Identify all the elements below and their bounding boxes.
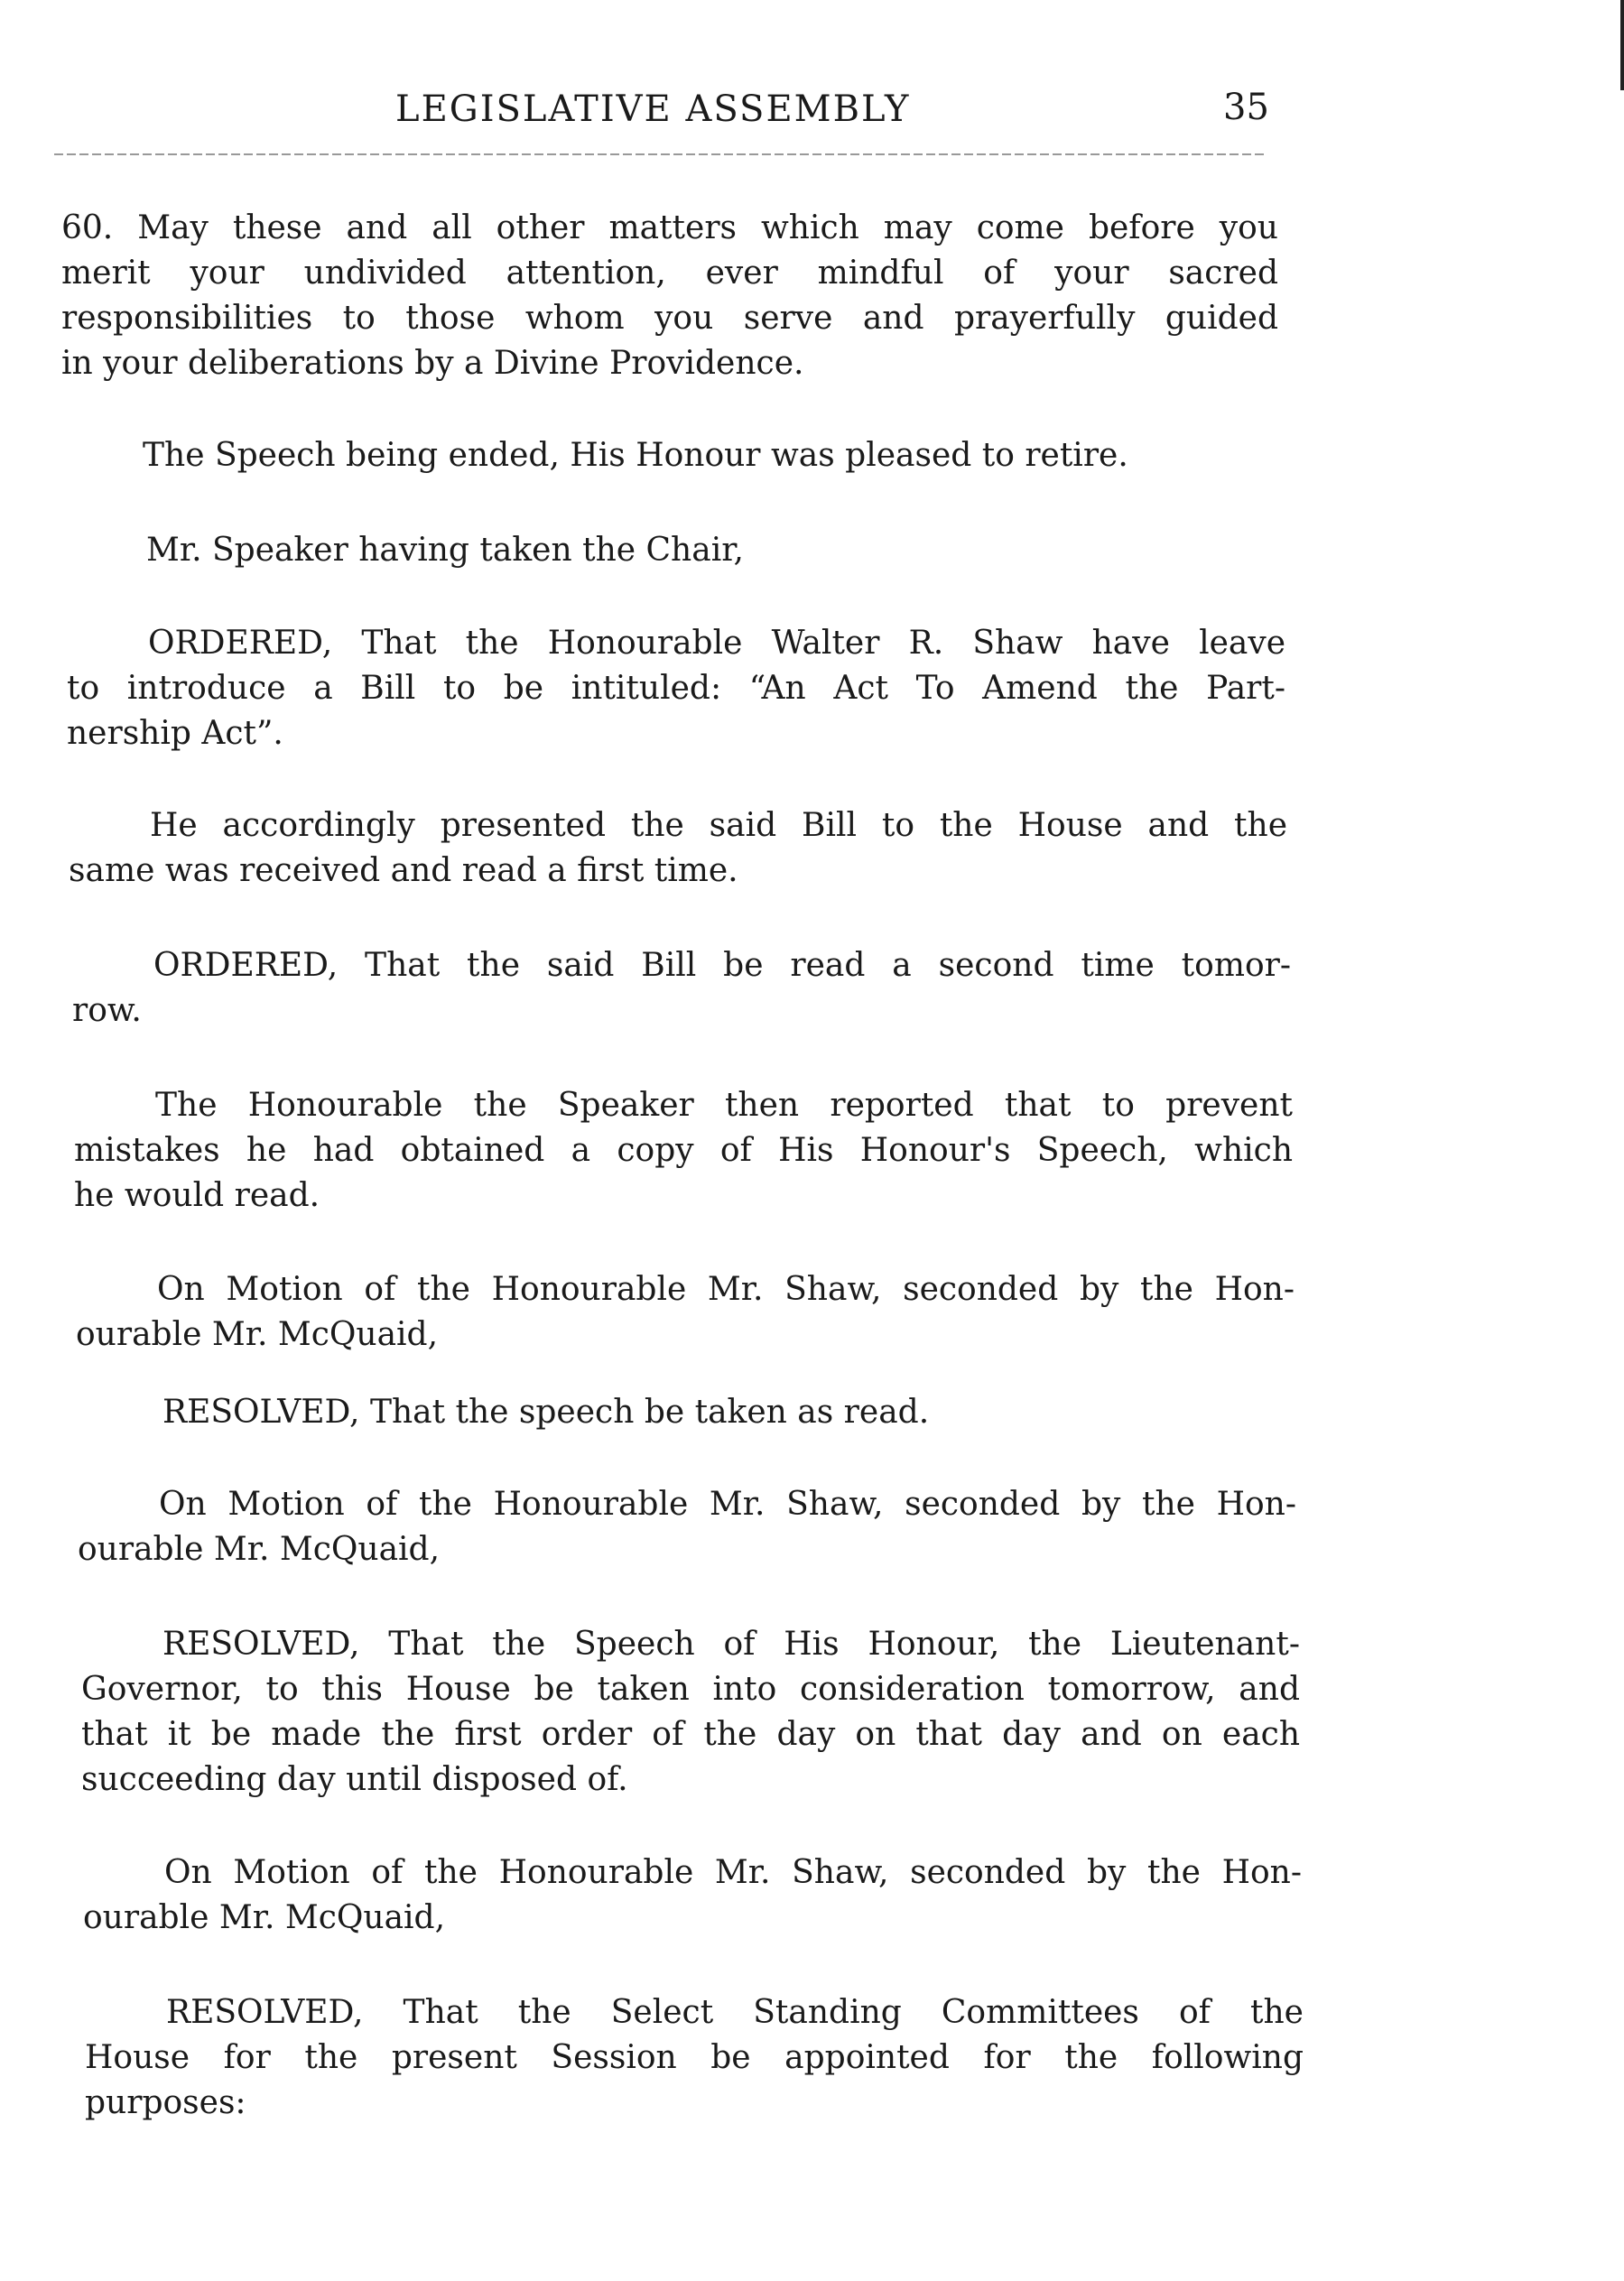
paragraph-line: ORDERED, That the Honourable Walter R. Shaw have leave (148, 625, 1285, 662)
paragraph-bill-presented (69, 803, 1287, 894)
paragraph-resolved-committees (85, 1990, 1304, 2126)
header-rule (54, 153, 1264, 155)
paragraph-line: responsibilities to those whom you serve and prayerfully guided (61, 300, 1278, 337)
running-header-title: LEGISLATIVE ASSEMBLY (395, 88, 911, 130)
paragraph-line: On Motion of the Honourable Mr. Shaw, seconded by the Hon- (164, 1854, 1302, 1891)
paragraph-motion-2 (78, 1482, 1296, 1572)
paragraph-line: On Motion of the Honourable Mr. Shaw, seconded by the Hon- (157, 1271, 1295, 1308)
page-edge-shadow (1620, 0, 1624, 90)
paragraph-line: mistakes he had obtained a copy of His Honour's Speech, which (74, 1132, 1293, 1169)
paragraph-line: purposes: (85, 2084, 246, 2121)
paragraph-line: succeeding day until disposed of. (81, 1761, 628, 1798)
paragraph-line: The Speech being ended, His Honour was pleased to retire. (143, 437, 1128, 474)
paragraph-line: 60. May these and all other matters which may come before you (61, 209, 1278, 246)
paragraph-speech-ended (143, 433, 1253, 478)
paragraph-speaker-report (74, 1083, 1293, 1219)
paragraph-motion-1 (76, 1267, 1295, 1358)
paragraph-line: Governor, to this House be taken into consideration tomorrow, and (81, 1671, 1300, 1708)
paragraph-line: he would read. (74, 1177, 320, 1214)
paragraph-line: The Honourable the Speaker then reported that to prevent (155, 1087, 1293, 1124)
paragraph-item-60 (61, 206, 1278, 386)
paragraph-resolved-read (162, 1390, 1273, 1435)
paragraph-line: merit your undivided attention, ever mindful of your sacred (61, 255, 1278, 292)
paragraph-line: RESOLVED, That the Select Standing Committees of the (166, 1994, 1304, 2031)
paragraph-line: in your deliberations by a Divine Providence. (61, 345, 804, 382)
paragraph-line: House for the present Session be appointed for the following (85, 2039, 1304, 2076)
paragraph-line: ourable Mr. McQuaid, (76, 1316, 439, 1353)
paragraph-resolved-consideration (81, 1622, 1300, 1803)
page-number: 35 (1223, 87, 1269, 128)
paragraph-ordered-second-reading (72, 943, 1291, 1034)
paragraph-line: On Motion of the Honourable Mr. Shaw, seconded by the Hon- (159, 1486, 1296, 1523)
paragraph-ordered-leave (67, 621, 1285, 756)
paragraph-line: RESOLVED, That the Speech of His Honour, the Lieutenant- (162, 1626, 1300, 1663)
paragraph-line: that it be made the first order of the day on that day and on each (81, 1716, 1300, 1753)
paragraph-line: nership Act”. (67, 715, 283, 752)
paragraph-motion-3 (83, 1850, 1302, 1941)
paragraph-line: to introduce a Bill to be intituled: “An Act To Amend the Part- (67, 670, 1285, 707)
paragraph-line: Mr. Speaker having taken the Chair, (146, 532, 744, 569)
paragraph-line: same was received and read a first time. (69, 852, 738, 889)
paragraph-line: RESOLVED, That the speech be taken as read. (162, 1394, 930, 1431)
paragraph-line: ourable Mr. McQuaid, (83, 1899, 446, 1936)
paragraph-line: row. (72, 992, 142, 1029)
paragraph-speaker-chair (146, 528, 1257, 573)
paragraph-line: He accordingly presented the said Bill to the House and the (150, 807, 1287, 844)
paragraph-line: ORDERED, That the said Bill be read a second time tomor- (153, 947, 1291, 984)
paragraph-line: ourable Mr. McQuaid, (78, 1531, 441, 1568)
